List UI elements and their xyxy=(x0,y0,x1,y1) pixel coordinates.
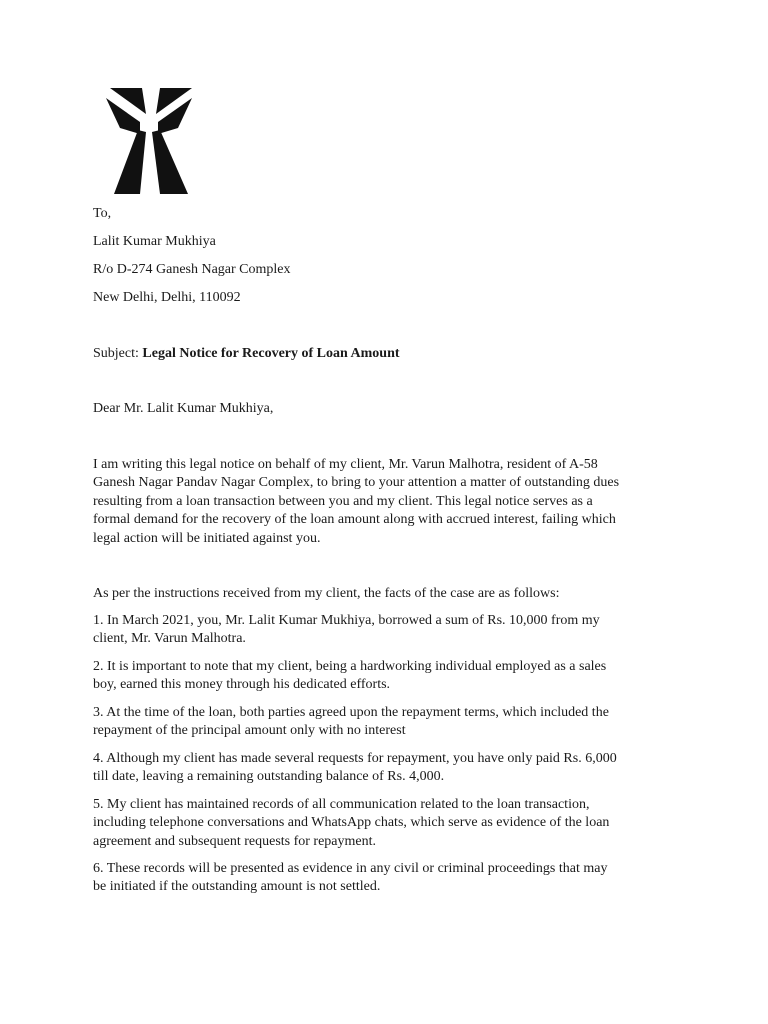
fact-line: repayment of the principal amount only with no interest xyxy=(93,723,406,739)
fact-line: 4. Although my client has made several requests for repayment, you have only paid Rs. 6,000 xyxy=(93,751,617,766)
fact-item-2 xyxy=(93,658,688,695)
recipient-name: Lalit Kumar Mukhiya xyxy=(93,234,216,249)
greeting: Dear Mr. Lalit Kumar Mukhiya, xyxy=(93,401,274,416)
subject-line xyxy=(93,345,400,363)
fact-line: 3. At the time of the loan, both parties agreed upon the repayment terms, which included the xyxy=(93,705,609,720)
fact-line: be initiated if the outstanding amount is not settled. xyxy=(93,879,381,895)
intro-line: resulting from a loan transaction between you and my client. This legal notice serves as a xyxy=(93,493,593,509)
fact-item-5 xyxy=(93,796,688,851)
recipient-address-line1: R/o D-274 Ganesh Nagar Complex xyxy=(93,262,291,277)
intro-line: legal action will be initiated against you. xyxy=(93,530,321,546)
subject-text: Legal Notice for Recovery of Loan Amount xyxy=(142,346,400,361)
fact-item-4 xyxy=(93,750,688,787)
subject-label: Subject: xyxy=(93,346,139,361)
facts-intro: As per the instructions received from my client, the facts of the case are as follows: xyxy=(93,586,560,601)
intro-line: I am writing this legal notice on behalf of my client, Mr. Varun Malhotra, resident of A-58 xyxy=(93,457,598,472)
fact-line: including telephone conversations and WhatsApp chats, which serve as evidence of the loan xyxy=(93,815,610,831)
recipient-address-line2: New Delhi, Delhi, 110092 xyxy=(93,290,241,305)
fact-line: 1. In March 2021, you, Mr. Lalit Kumar Mukhiya, borrowed a sum of Rs. 10,000 from my xyxy=(93,613,600,628)
fact-item-3 xyxy=(93,704,688,741)
fact-line: client, Mr. Varun Malhotra. xyxy=(93,631,246,647)
intro-line: formal demand for the recovery of the loan amount along with accrued interest, failing which xyxy=(93,512,616,528)
fact-item-1 xyxy=(93,612,688,649)
fact-line: 6. These records will be presented as evidence in any civil or criminal proceedings that may xyxy=(93,861,608,876)
advocate-bands-icon xyxy=(104,86,194,196)
fact-line: 5. My client has maintained records of all communication related to the loan transaction, xyxy=(93,797,590,812)
fact-line: 2. It is important to note that my client, being a hardworking individual employed as a sales xyxy=(93,659,607,674)
intro-line: Ganesh Nagar Pandav Nagar Complex, to bring to your attention a matter of outstanding dues xyxy=(93,475,620,491)
salutation-to: To, xyxy=(93,206,112,221)
fact-line: agreement and subsequent requests for repayment. xyxy=(93,833,377,849)
fact-item-6 xyxy=(93,860,688,897)
fact-line: till date, leaving a remaining outstanding balance of Rs. 4,000. xyxy=(93,769,445,785)
intro-paragraph xyxy=(93,456,688,548)
fact-line: boy, earned this money through his dedicated efforts. xyxy=(93,677,391,693)
